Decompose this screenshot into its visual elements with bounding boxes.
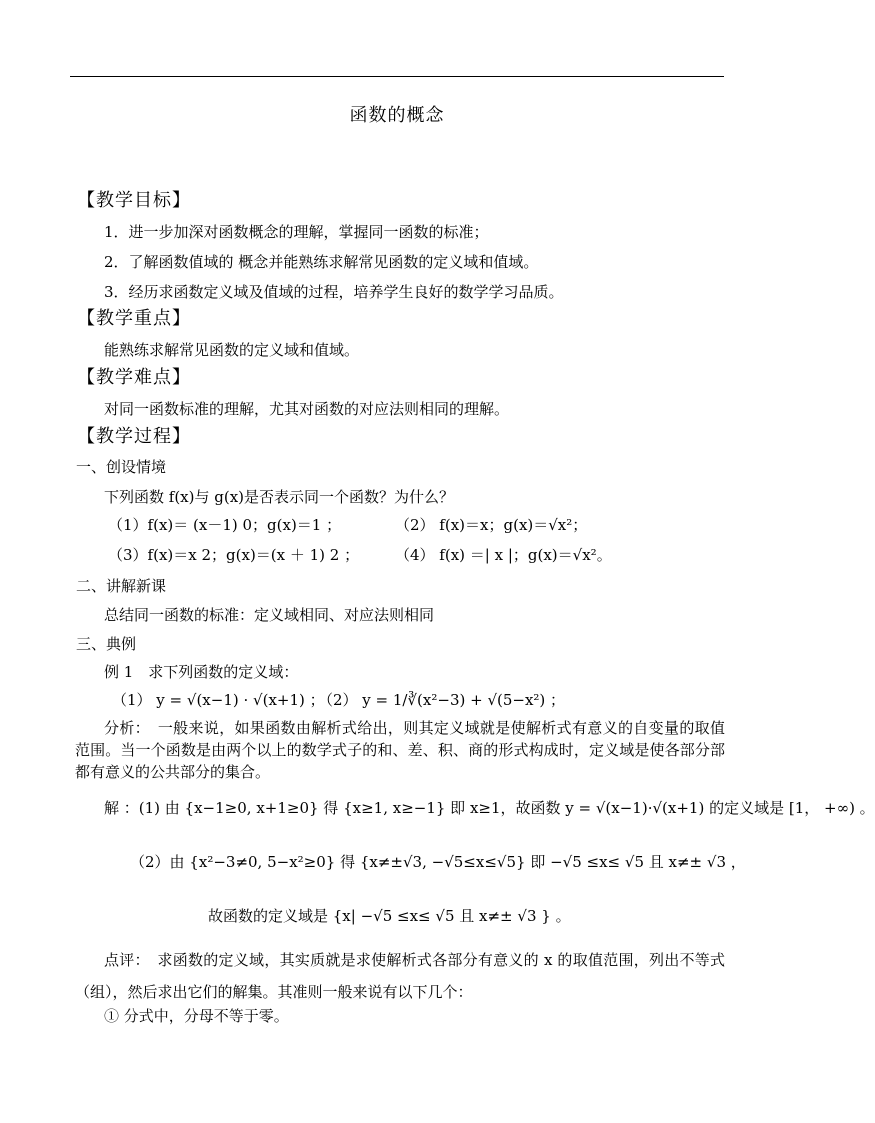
section-difficulty-heading: 【教学难点】 xyxy=(77,367,191,388)
part1-item-2: （2） f(x)＝x；g(x)＝√x²； xyxy=(395,516,588,534)
solution-1: 解 ：(1) 由 {x−1≥0, x+1≥0} 得 {x≥1, x≥−1} 即 x≥1，故函数 y = √(x−1)·√(x+1) 的定义域是 [1， +∞) 。 xyxy=(104,799,875,817)
comment-paragraph: 点评： 求函数的定义域，其实质就是求使解析式各部分有意义的 x 的取值范围，列出不等式（组），然后求出它们的解集。其准则一般来说有以下几个： xyxy=(75,951,725,1001)
section-process-heading: 【教学过程】 xyxy=(77,426,191,447)
part1-item-1: （1）f(x)＝ (x－1) 0；g(x)＝1 ； xyxy=(108,516,342,534)
goal-item-3: 3．经历求函数定义域及值域的过程，培养学生良好的数学学习品质。 xyxy=(104,283,564,301)
part1-item-3: （3）f(x)＝x 2；g(x)＝(x ＋ 1) 2 ； xyxy=(108,546,360,564)
focus-text: 能熟练求解常见函数的定义域和值域。 xyxy=(104,341,360,359)
part3-heading: 三、典例 xyxy=(76,635,137,653)
part1-heading: 一、创设情境 xyxy=(76,458,167,476)
solution-2: （2）由 {x²−3≠0, 5−x²≥0} 得 {x≠±√3, −√5≤x≤√5} 即 −√5 ≤x≤ √5 且 x≠± √3 ， xyxy=(130,853,746,871)
section-focus-heading: 【教学重点】 xyxy=(77,308,191,329)
part2-summary: 总结同一函数的标准：定义域相同、对应法则相同 xyxy=(104,606,435,624)
analysis-paragraph: 分析： 一般来说，如果函数由解析式给出，则其定义域就是使解析式有意义的自变量的取值范围。当一个函数是由两个以上的数学式子的和、差、积、商的形式构成时，定义域是使各部分部都有意义的公共部分的集合。 xyxy=(75,719,725,781)
difficulty-text: 对同一函数标准的理解，尤其对函数的对应法则相同的理解。 xyxy=(104,400,510,418)
goal-item-1: 1．进一步加深对函数概念的理解，掌握同一函数的标准； xyxy=(104,223,489,241)
part2-heading: 二、讲解新课 xyxy=(76,577,167,595)
header-rule xyxy=(70,76,724,77)
part1-item-4: （4） f(x) ＝| x |；g(x)＝√x²。 xyxy=(395,546,612,564)
part1-question: 下列函数 f(x)与 g(x)是否表示同一个函数？为什么？ xyxy=(104,488,455,506)
section-goals-heading: 【教学目标】 xyxy=(77,190,191,211)
goal-item-2: 2．了解函数值域的 概念并能熟练求解常见函数的定义域和值域。 xyxy=(104,253,539,271)
page-title: 函数的概念 xyxy=(349,105,445,126)
example-1-q1: （1） y = √(x−1) · √(x+1) ； xyxy=(112,691,325,709)
solution-2-result: 故函数的定义域是 {x| −√5 ≤x≤ √5 且 x≠± √3 } 。 xyxy=(208,907,571,925)
example-1-title: 例 1 求下列函数的定义域： xyxy=(104,663,299,681)
example-1-q2: （2） y = 1/∛(x²−3) + √(5−x²) ； xyxy=(318,691,566,709)
rule-1: ① 分式中，分母不等于零。 xyxy=(104,1007,289,1025)
